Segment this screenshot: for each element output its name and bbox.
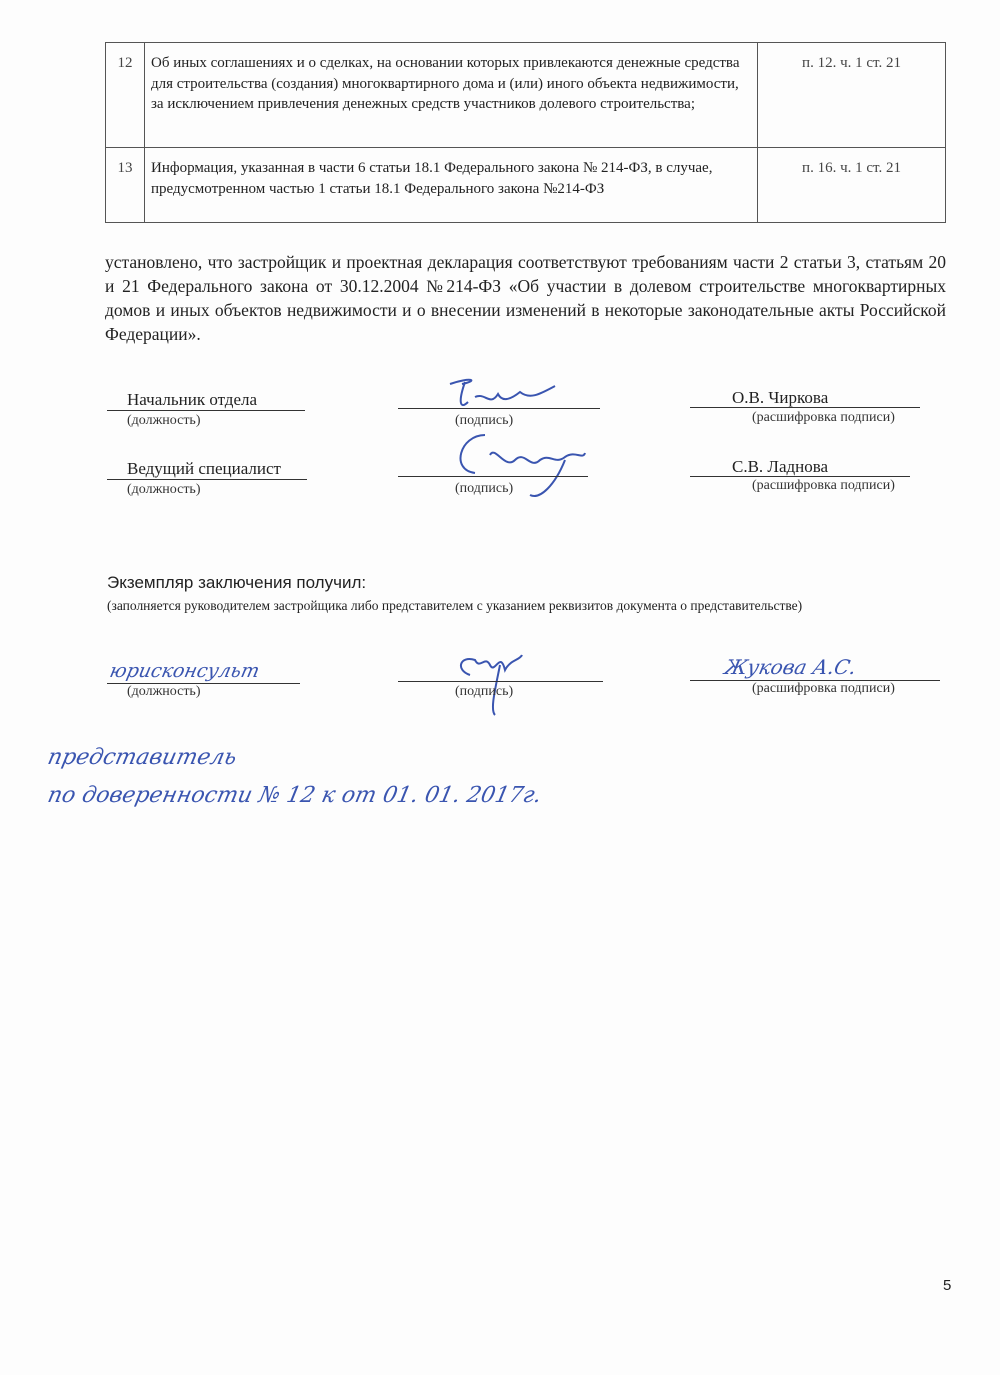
row-text: Информация, указанная в части 6 статьи 18.1 Федерального закона № 214-ФЗ, в случае, предусмотренном частью 1 статьи 18.1 Федерального закона №214-ФЗ	[145, 148, 758, 223]
handwritten-note: по доверенности № 12 к от 01. 01. 2017г.	[45, 783, 544, 808]
signatory-position: Ведущий специалист	[127, 459, 281, 478]
row-number: 13	[106, 148, 145, 223]
handwritten-name: Жукова А.С.	[722, 655, 859, 679]
table-row	[106, 43, 946, 148]
signatory-position: Начальник отдела	[127, 390, 258, 409]
row-reference: п. 16. ч. 1 ст. 21	[758, 148, 946, 223]
row-number: 12	[106, 43, 145, 148]
caption-signature: (подпись)	[455, 684, 514, 699]
signatory-name: С.В. Ладнова	[732, 457, 829, 476]
table-row	[106, 148, 946, 223]
caption-position: (должность)	[127, 684, 201, 699]
caption-signature: (подпись)	[455, 481, 514, 496]
caption-signature: (подпись)	[455, 413, 514, 428]
signature-image	[440, 372, 570, 417]
signatory-name: О.В. Чиркова	[732, 388, 829, 407]
page-number: 5	[943, 1277, 952, 1294]
caption-position: (должность)	[127, 413, 201, 428]
receipt-title: Экземпляр заключения получил:	[107, 573, 367, 592]
requirements-table	[105, 42, 946, 223]
caption-name: (расшифровка подписи)	[752, 681, 895, 696]
conclusion-paragraph: установлено, что застройщик и проектная декларация соответствуют требованиям части 2 статьи 3, статьям 20 и 21 Федерального закона от 30.12.2004 №214-ФЗ «Об участии в долевом строительстве многоквартирных домов и иных объектов недвижимости и о внесении изменений в некоторые законодательные акты Российской Федерации».	[105, 252, 946, 344]
row-text: Об иных соглашениях и о сделках, на основании которых привлекаются денежные средства для строительства (создания) многоквартирного дома и (или) иного объекта недвижимости, за исключением привлечения денежных средств участников долевого строительства;	[145, 43, 758, 148]
row-reference: п. 12. ч. 1 ст. 21	[758, 43, 946, 148]
signature-image	[450, 645, 530, 720]
handwritten-note: представитель	[45, 745, 240, 770]
caption-name: (расшифровка подписи)	[752, 410, 895, 425]
caption-position: (должность)	[127, 482, 201, 497]
handwritten-position: юрисконсульт	[107, 660, 262, 682]
caption-name: (расшифровка подписи)	[752, 478, 895, 493]
receipt-note: (заполняется руководителем застройщика либо представителем с указанием реквизитов документа о представительстве)	[107, 598, 803, 613]
